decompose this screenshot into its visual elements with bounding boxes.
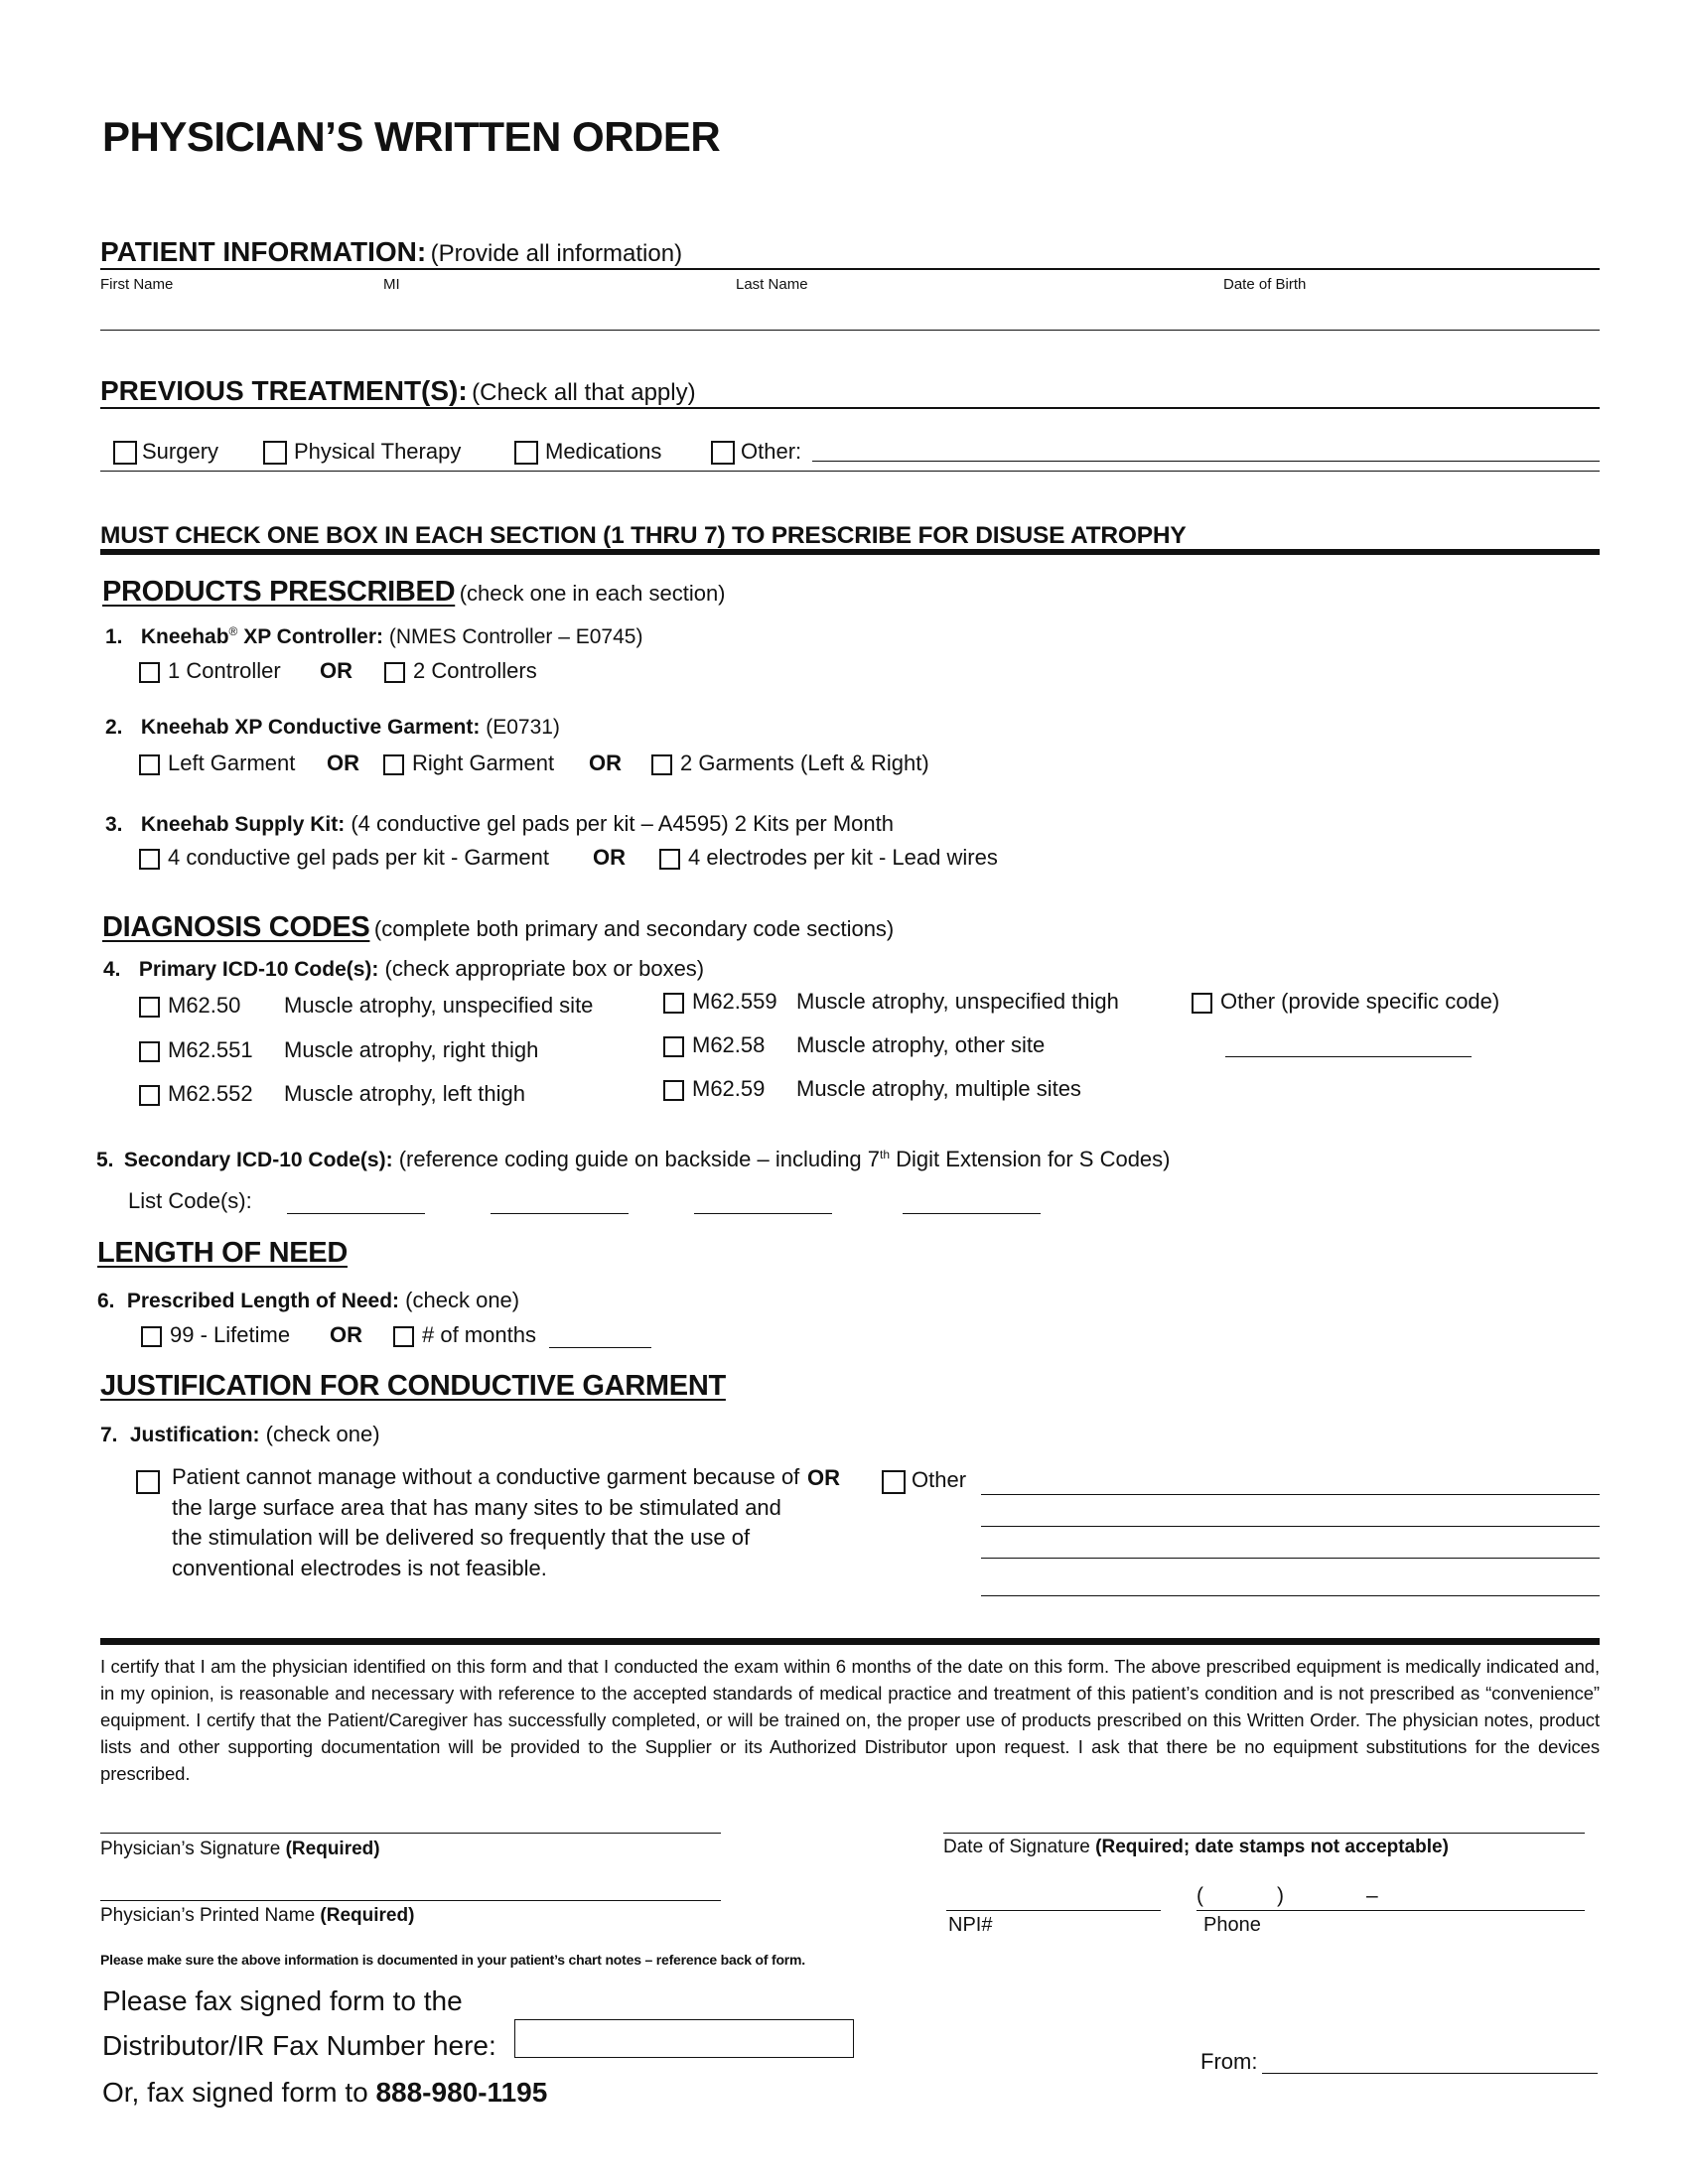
previous-section-header bbox=[100, 375, 696, 407]
primary-label: Primary ICD-10 Code(s): bbox=[138, 958, 379, 981]
length-number: 6. bbox=[97, 1290, 115, 1312]
product-1-desc: (NMES Controller – E0745) bbox=[383, 625, 643, 648]
checkbox-m62-559[interactable] bbox=[663, 993, 684, 1014]
length-label: Prescribed Length of Need: bbox=[126, 1290, 400, 1312]
other-treatment-line[interactable] bbox=[812, 461, 1600, 462]
secondary-number: 5. bbox=[96, 1149, 114, 1171]
date-signature-line[interactable] bbox=[943, 1833, 1585, 1834]
checkbox-1-controller[interactable] bbox=[139, 662, 160, 683]
list-codes-label: List Code(s): bbox=[128, 1188, 252, 1213]
length-heading: LENGTH OF NEED bbox=[97, 1237, 348, 1269]
code-m62-552: M62.552 bbox=[168, 1081, 253, 1106]
signature-label-text: Physician’s Signature bbox=[100, 1839, 281, 1859]
code-m62-58: M62.58 bbox=[692, 1032, 766, 1057]
primary-number: 4. bbox=[103, 958, 121, 981]
checkbox-physical-therapy[interactable] bbox=[263, 441, 287, 465]
code-m62-50: M62.50 bbox=[168, 993, 241, 1018]
printed-required: (Required) bbox=[315, 1905, 415, 1926]
label-1-controller: 1 Controller bbox=[168, 658, 281, 683]
must-check-instruction: MUST CHECK ONE BOX IN EACH SECTION (1 THRU 7) TO PRESCRIBE FOR DISUSE ATROPHY bbox=[100, 522, 1187, 549]
or-3a: OR bbox=[593, 845, 626, 870]
label-left-garment: Left Garment bbox=[168, 751, 296, 775]
form-title: PHYSICIAN’S WRITTEN ORDER bbox=[102, 113, 721, 160]
product-2-desc: (E0731) bbox=[480, 716, 560, 739]
phone-dash: – bbox=[1366, 1884, 1378, 1907]
checkbox-months[interactable] bbox=[393, 1326, 414, 1347]
secondary-codes-header bbox=[96, 1147, 1171, 1172]
certification-rule bbox=[100, 1638, 1600, 1645]
patient-note: (Provide all information) bbox=[430, 240, 683, 267]
patient-heading-rule bbox=[100, 268, 1600, 270]
printed-label-text: Physician’s Printed Name bbox=[100, 1905, 316, 1926]
chart-notes-reminder: Please make sure the above information is documented in your patient’s chart notes – reference back of form. bbox=[100, 1952, 805, 1968]
label-gel-pads-garment: 4 conductive gel pads per kit - Garment bbox=[168, 845, 549, 870]
desc-m62-59: Muscle atrophy, multiple sites bbox=[796, 1076, 1081, 1101]
secondary-label: Secondary ICD-10 Code(s): bbox=[123, 1149, 393, 1171]
label-2-garments: 2 Garments (Left & Right) bbox=[680, 751, 929, 775]
phone-label: Phone bbox=[1203, 1914, 1261, 1936]
products-section-header bbox=[102, 576, 726, 609]
primary-note: (check appropriate box or boxes) bbox=[378, 956, 705, 981]
product-2-header bbox=[105, 716, 560, 740]
phone-open-paren: ( bbox=[1196, 1884, 1203, 1907]
previous-heading-rule bbox=[100, 407, 1600, 409]
product-3-name: Kneehab Supply Kit: bbox=[140, 813, 346, 836]
checkbox-electrodes-lead-wires[interactable] bbox=[659, 849, 680, 870]
label-first-name: First Name bbox=[100, 276, 174, 293]
checkbox-other-code[interactable] bbox=[1192, 993, 1212, 1014]
product-3-number: 3. bbox=[105, 813, 123, 836]
justification-heading: JUSTIFICATION FOR CONDUCTIVE GARMENT bbox=[100, 1370, 726, 1402]
checkbox-justification-other[interactable] bbox=[882, 1470, 906, 1494]
secondary-note-sup: th bbox=[880, 1148, 891, 1161]
date-label-text: Date of Signature bbox=[943, 1837, 1090, 1857]
checkbox-m62-59[interactable] bbox=[663, 1080, 684, 1101]
primary-codes-header bbox=[103, 956, 704, 982]
label-lifetime: 99 - Lifetime bbox=[170, 1322, 291, 1347]
diagnosis-note: (complete both primary and secondary code sections) bbox=[373, 916, 895, 941]
label-2-controllers: 2 Controllers bbox=[413, 658, 537, 683]
months-line[interactable] bbox=[549, 1347, 651, 1348]
justification-number: 7. bbox=[100, 1424, 118, 1446]
checkbox-other-treatment[interactable] bbox=[711, 441, 735, 465]
printed-name-label bbox=[100, 1905, 414, 1927]
registered-mark: ® bbox=[228, 624, 238, 638]
or-7a: OR bbox=[807, 1465, 840, 1490]
from-label: From: bbox=[1200, 2049, 1258, 2074]
label-months: # of months bbox=[422, 1322, 536, 1347]
label-right-garment: Right Garment bbox=[412, 751, 555, 775]
label-other-treatment: Other: bbox=[741, 439, 802, 464]
fax-line-3 bbox=[102, 2077, 547, 2109]
code-m62-59: M62.59 bbox=[692, 1076, 766, 1101]
checkbox-m62-50[interactable] bbox=[139, 997, 160, 1018]
product-1-number: 1. bbox=[105, 625, 123, 648]
product-1-name: Kneehab bbox=[140, 625, 229, 648]
checkbox-left-garment[interactable] bbox=[139, 754, 160, 775]
justification-other-line-2[interactable] bbox=[981, 1526, 1600, 1527]
label-medications: Medications bbox=[545, 439, 662, 464]
products-note: (check one in each section) bbox=[459, 581, 726, 606]
patient-info-line[interactable] bbox=[100, 330, 1600, 331]
checkbox-medications[interactable] bbox=[514, 441, 538, 465]
product-2-number: 2. bbox=[105, 716, 123, 739]
checkbox-right-garment[interactable] bbox=[383, 754, 404, 775]
previous-bottom-rule bbox=[100, 471, 1600, 472]
label-physical-therapy: Physical Therapy bbox=[294, 439, 462, 464]
certification-text: I certify that I am the physician identified on this form and that I conducted the exam within 6 months of the date on this form. The above prescribed equipment is medically indicated and, in my opinion, is reasonable and necessary with reference to the accepted standards of medical practice and treatment of this patient’s condition and is not prescribed as “convenience” equipment. I certify that the Patient/Caregiver has successfully completed, or will be trained on, the proper use of products prescribed on this Written Order. The physician notes, product lists and other supporting documentation will be provided to the Supplier or its Authorized Distributor upon request. I ask that there be no equipment substitutions for the devices prescribed. bbox=[100, 1656, 1600, 1784]
length-note: (check one) bbox=[399, 1288, 520, 1312]
from-line[interactable] bbox=[1262, 2073, 1598, 2074]
checkbox-lifetime[interactable] bbox=[141, 1326, 162, 1347]
diagnosis-section-header bbox=[102, 911, 894, 944]
npi-line[interactable] bbox=[946, 1910, 1161, 1911]
label-mi: MI bbox=[383, 276, 400, 293]
previous-heading: PREVIOUS TREATMENT(S): bbox=[100, 375, 468, 406]
desc-m62-50: Muscle atrophy, unspecified site bbox=[284, 993, 594, 1018]
checkbox-m62-551[interactable] bbox=[139, 1041, 160, 1062]
justification-note: (check one) bbox=[259, 1422, 380, 1446]
previous-note: (Check all that apply) bbox=[472, 379, 696, 406]
checkbox-m62-58[interactable] bbox=[663, 1036, 684, 1057]
physician-signature-line[interactable] bbox=[100, 1833, 721, 1834]
justification-other-line-1[interactable] bbox=[981, 1494, 1600, 1495]
label-electrodes-lead-wires: 4 electrodes per kit - Lead wires bbox=[688, 845, 998, 870]
other-code-line[interactable] bbox=[1225, 1056, 1472, 1057]
justification-header bbox=[100, 1422, 380, 1447]
signature-required: (Required) bbox=[280, 1839, 380, 1859]
phone-close-paren: ) bbox=[1277, 1884, 1284, 1907]
or-2b: OR bbox=[589, 751, 622, 775]
label-other-code: Other (provide specific code) bbox=[1220, 989, 1500, 1014]
date-required: (Required; date stamps not acceptable) bbox=[1089, 1837, 1449, 1857]
patient-heading: PATIENT INFORMATION: bbox=[100, 236, 427, 267]
date-signature-label bbox=[943, 1837, 1449, 1858]
justification-other-line-3[interactable] bbox=[981, 1558, 1600, 1559]
printed-name-line[interactable] bbox=[100, 1900, 721, 1901]
fax-line-3-text: Or, fax signed form to bbox=[102, 2077, 376, 2108]
product-1-header bbox=[105, 625, 642, 649]
must-check-rule bbox=[100, 549, 1600, 555]
fax-line-1: Please fax signed form to the bbox=[102, 1985, 463, 2016]
fax-line-2: Distributor/IR Fax Number here: bbox=[102, 2030, 496, 2061]
justification-other-line-4[interactable] bbox=[981, 1595, 1600, 1596]
desc-m62-58: Muscle atrophy, other site bbox=[796, 1032, 1046, 1057]
fax-number: 888-980-1195 bbox=[375, 2077, 548, 2108]
or-6a: OR bbox=[330, 1322, 362, 1347]
checkbox-m62-552[interactable] bbox=[139, 1085, 160, 1106]
label-surgery: Surgery bbox=[142, 439, 219, 464]
npi-label: NPI# bbox=[948, 1914, 993, 1936]
desc-m62-552: Muscle atrophy, left thigh bbox=[284, 1081, 525, 1106]
secondary-note-end: Digit Extension for S Codes) bbox=[890, 1147, 1171, 1171]
label-date-of-birth: Date of Birth bbox=[1223, 276, 1307, 293]
secondary-note: (reference coding guide on backside – including 7 bbox=[392, 1147, 881, 1171]
code-m62-559: M62.559 bbox=[692, 989, 777, 1014]
products-heading: PRODUCTS PRESCRIBED bbox=[102, 576, 456, 608]
length-header bbox=[97, 1288, 519, 1313]
label-last-name: Last Name bbox=[736, 276, 808, 293]
checkbox-2-garments[interactable] bbox=[651, 754, 672, 775]
desc-m62-551: Muscle atrophy, right thigh bbox=[284, 1037, 539, 1062]
justification-garment-text: Patient cannot manage without a conductive garment because of the large surface area that has many sites to be stimulated and the stimulation will be delivered so frequently that the use of conventional electrodes is not feasible. bbox=[172, 1464, 800, 1580]
secondary-code-line-4[interactable] bbox=[903, 1213, 1041, 1214]
physician-signature-label bbox=[100, 1839, 380, 1860]
secondary-code-line-1[interactable] bbox=[287, 1213, 425, 1214]
product-2-name: Kneehab XP Conductive Garment: bbox=[140, 716, 481, 739]
checkbox-2-controllers[interactable] bbox=[384, 662, 405, 683]
checkbox-surgery[interactable] bbox=[113, 441, 137, 465]
patient-section-header bbox=[100, 236, 682, 268]
checkbox-justification-garment[interactable] bbox=[136, 1470, 160, 1494]
or-1a: OR bbox=[320, 658, 352, 683]
label-justification-other: Other bbox=[912, 1467, 967, 1492]
product-1-name-suffix: XP Controller: bbox=[237, 625, 384, 648]
or-2a: OR bbox=[327, 751, 359, 775]
justification-label: Justification: bbox=[129, 1424, 260, 1446]
fax-number-box[interactable] bbox=[514, 2019, 854, 2058]
checkbox-gel-pads-garment[interactable] bbox=[139, 849, 160, 870]
code-m62-551: M62.551 bbox=[168, 1037, 253, 1062]
desc-m62-559: Muscle atrophy, unspecified thigh bbox=[796, 989, 1119, 1014]
product-3-desc: (4 conductive gel pads per kit – A4595) 2 Kits per Month bbox=[345, 811, 894, 836]
diagnosis-heading: DIAGNOSIS CODES bbox=[102, 911, 370, 943]
secondary-code-line-3[interactable] bbox=[694, 1213, 832, 1214]
phone-line[interactable] bbox=[1196, 1910, 1585, 1911]
secondary-code-line-2[interactable] bbox=[491, 1213, 629, 1214]
product-3-header bbox=[105, 811, 894, 837]
